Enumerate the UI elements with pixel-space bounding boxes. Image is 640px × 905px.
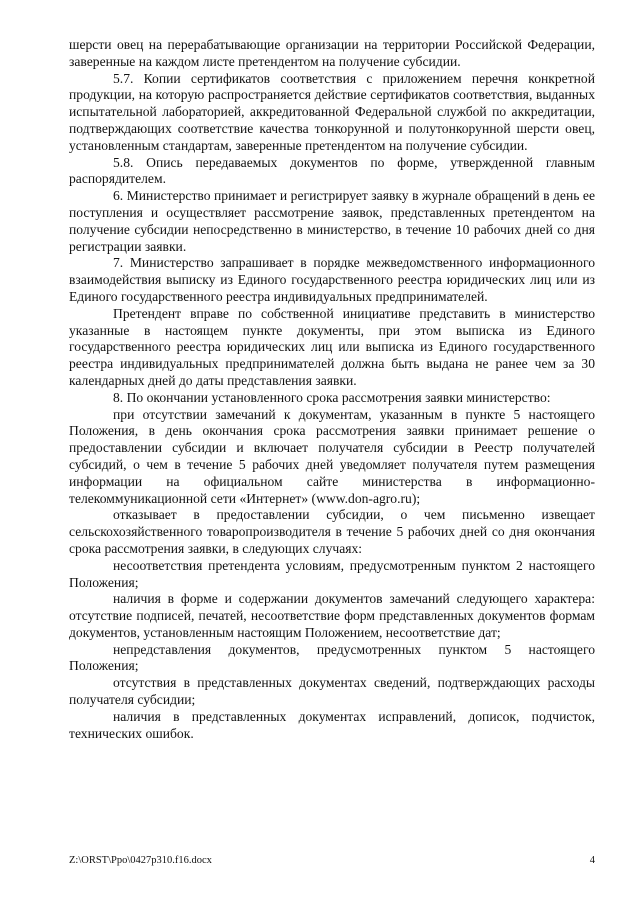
document-body [69, 37, 595, 742]
page-footer [69, 855, 595, 866]
paragraph: 8. По окончании установленного срока рассмотрения заявки министерство: [113, 389, 551, 405]
page-number: 4 [589, 855, 595, 866]
paragraph: непредставления документов, предусмотренных пунктом 5 настоящего Положения; [69, 641, 595, 674]
paragraph: 6. Министерство принимает и регистрирует заявку в журнале обращений в день ее поступления и осуществляет рассмотрение заявок, представленных претендентом на получение субсидии непосредственно в министерство, в течение 10 рабочих дней со дня регистрации заявки. [69, 188, 595, 254]
file-path: Z:\ORST\Ppo\0427p310.f16.docx [69, 855, 212, 866]
paragraph: 5.8. Опись передаваемых документов по форме, утвержденной главным распорядителем. [69, 154, 595, 187]
paragraph: Претендент вправе по собственной инициативе представить в министерство указанные в настоящем пункте документы, при этом выписка из Единого государственного реестра юридических лиц или выписка из Единого государственного реестра индивидуальных предпринимателей должна быть выдана не ранее чем за 30 календарных дней до даты представления заявки. [69, 305, 595, 388]
paragraph: наличия в форме и содержании документов замечаний следующего характера: отсутствие подписей, печатей, несоответствие форм представленных документов формам документов, установленным настоящим Положением, несоответствие дат; [69, 591, 595, 640]
paragraph: наличия в представленных документах исправлений, дописок, подчисток, технических ошибок. [69, 708, 595, 741]
paragraph: отсутствия в представленных документах сведений, подтверждающих расходы получателя субсидии; [69, 675, 595, 708]
paragraph: отказывает в предоставлении субсидии, о чем письменно извещает сельскохозяйственного товаропроизводителя в течение 5 рабочих дней со дня окончания срока рассмотрения заявки, в следующих случаях: [69, 507, 595, 556]
paragraph: шерсти овец на перерабатывающие организации на территории Российской Федерации, заверенные на каждом листе претендентом на получение субсидии. [69, 37, 595, 69]
paragraph: 5.7. Копии сертификатов соответствия с приложением перечня конкретной продукции, на которую распространяется действие сертификатов соответствия, выданных испытательной лабораторией, аккредитованной Федеральной службой по аккредитации, подтверждающих соответствие качества тонкорунной и полутонкорунной шерсти овец, установленным стандартам, заверенные претендентом на получение субсидии. [69, 70, 595, 153]
paragraph: 7. Министерство запрашивает в порядке межведомственного информационного взаимодействия выписку из Единого государственного реестра юридических лиц или из Единого государственного реестра индивидуальных предпринимателей. [69, 255, 595, 304]
paragraph: несоответствия претендента условиям, предусмотренным пунктом 2 настоящего Положения; [69, 557, 595, 590]
paragraph: при отсутствии замечаний к документам, указанным в пункте 5 настоящего Положения, в день окончания срока рассмотрения заявки принимает решение о предоставлении субсидии и включает получателя субсидии в Реестр получателей субсидий, о чем в течение 5 рабочих дней уведомляет получателя путем размещения информации на официальном сайте министерства в информационно-телекоммуникационной сети «Интернет» (www.don-agro.ru); [69, 406, 595, 506]
